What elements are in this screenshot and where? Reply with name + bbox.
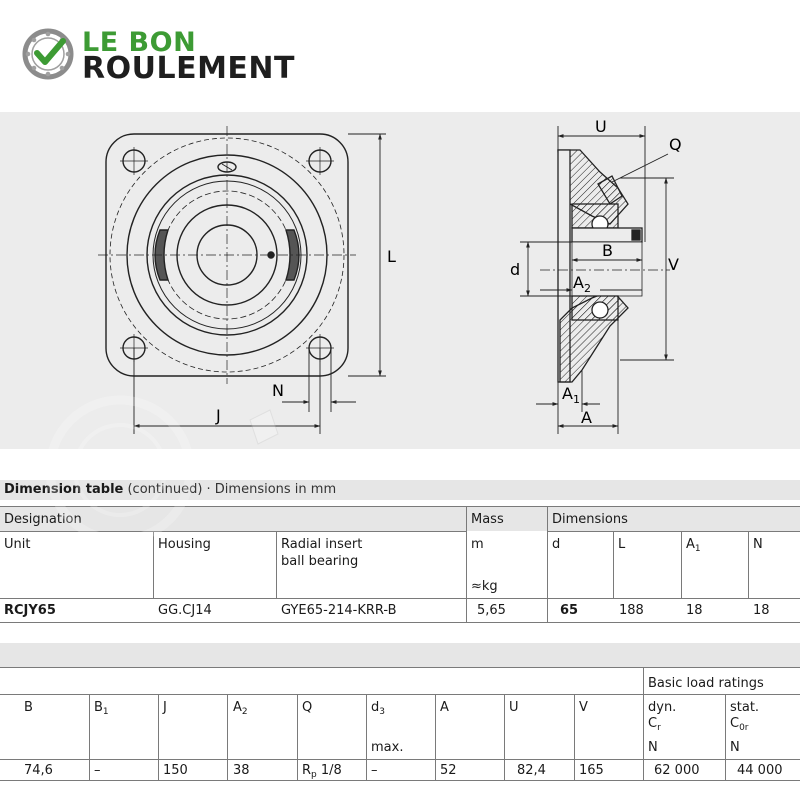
header-V: V bbox=[579, 700, 588, 715]
bearing-check-icon bbox=[22, 28, 74, 80]
label-Q: Q bbox=[669, 135, 682, 154]
label-L: L bbox=[387, 247, 396, 266]
header-d3-note: max. bbox=[371, 740, 404, 755]
row-N: 18 bbox=[753, 603, 770, 618]
header-A2: $A_2$ bbox=[233, 700, 248, 717]
row-C0r: 44 000 bbox=[737, 763, 783, 778]
header-basic-load: Basic load ratings bbox=[648, 676, 764, 691]
label-A1: $A_1$ bbox=[562, 384, 580, 406]
row-B1: – bbox=[94, 763, 101, 778]
row-insert: GYE65-214-KRR-B bbox=[281, 603, 397, 618]
label-U: U bbox=[595, 117, 607, 136]
row-L: 188 bbox=[619, 603, 644, 618]
label-A: A bbox=[581, 408, 592, 427]
row-B: 74,6 bbox=[24, 763, 53, 778]
header-unit: Unit bbox=[4, 537, 31, 552]
row-d3: – bbox=[371, 763, 378, 778]
row-V: 165 bbox=[579, 763, 604, 778]
header-dimensions: Dimensions bbox=[552, 512, 628, 527]
row-mass: 5,65 bbox=[477, 603, 506, 618]
technical-drawing bbox=[0, 112, 800, 449]
row-A: 52 bbox=[440, 763, 457, 778]
header-mass-symbol: m bbox=[471, 537, 484, 552]
header-A1: $A_1$ bbox=[686, 537, 701, 554]
label-J: J bbox=[216, 406, 221, 425]
header-stat: stat. bbox=[730, 700, 760, 715]
label-V: V bbox=[668, 255, 679, 274]
brand-logo bbox=[22, 25, 312, 85]
row-A1: 18 bbox=[686, 603, 703, 618]
logo-line-2: ROULEMENT bbox=[82, 51, 295, 86]
header-L: L bbox=[618, 537, 626, 552]
label-N: N bbox=[272, 381, 284, 400]
header-insert-line1: Radial insert bbox=[281, 537, 363, 552]
header-dyn: dyn. bbox=[648, 700, 677, 715]
header-B: B bbox=[24, 700, 33, 715]
header-d3: $d_3$ bbox=[371, 700, 385, 717]
header-designation: Designation bbox=[4, 512, 82, 527]
header-Q: Q bbox=[302, 700, 313, 715]
header-Cr: $C_r$ bbox=[648, 716, 661, 733]
table1-caption: Dimension table (continued) · Dimensions in mm bbox=[4, 482, 337, 497]
logo-line-1: LE BON bbox=[82, 27, 197, 58]
row-J: 150 bbox=[163, 763, 188, 778]
header-insert-line2: ball bearing bbox=[281, 554, 359, 569]
row-unit: RCJY65 bbox=[4, 603, 56, 618]
row-d: 65 bbox=[560, 603, 579, 618]
header-C0r: $C_{0r}$ bbox=[730, 716, 749, 733]
side-view bbox=[558, 150, 642, 382]
label-B: B bbox=[602, 241, 613, 260]
drawing-canvas bbox=[0, 112, 800, 449]
header-U: U bbox=[509, 700, 519, 715]
table2-caption-band bbox=[0, 643, 800, 667]
header-mass: Mass bbox=[471, 512, 504, 527]
label-d: d bbox=[510, 260, 521, 279]
row-U: 82,4 bbox=[517, 763, 546, 778]
label-A2: $A_2$ bbox=[573, 273, 591, 295]
header-N: N bbox=[753, 537, 763, 552]
header-A: A bbox=[440, 700, 449, 715]
front-view bbox=[98, 126, 356, 384]
row-A2: 38 bbox=[233, 763, 250, 778]
header-d: d bbox=[552, 537, 561, 552]
header-dyn-unit: N bbox=[648, 740, 658, 755]
header-B1: $B_1$ bbox=[94, 700, 109, 717]
header-J: J bbox=[163, 700, 167, 715]
row-housing: GG.CJ14 bbox=[158, 603, 212, 618]
header-mass-unit: ≈kg bbox=[471, 579, 498, 594]
row-Cr: 62 000 bbox=[654, 763, 700, 778]
header-housing: Housing bbox=[158, 537, 211, 552]
row-Q: $R_p$ 1/8 bbox=[302, 763, 342, 780]
header-stat-unit: N bbox=[730, 740, 740, 755]
